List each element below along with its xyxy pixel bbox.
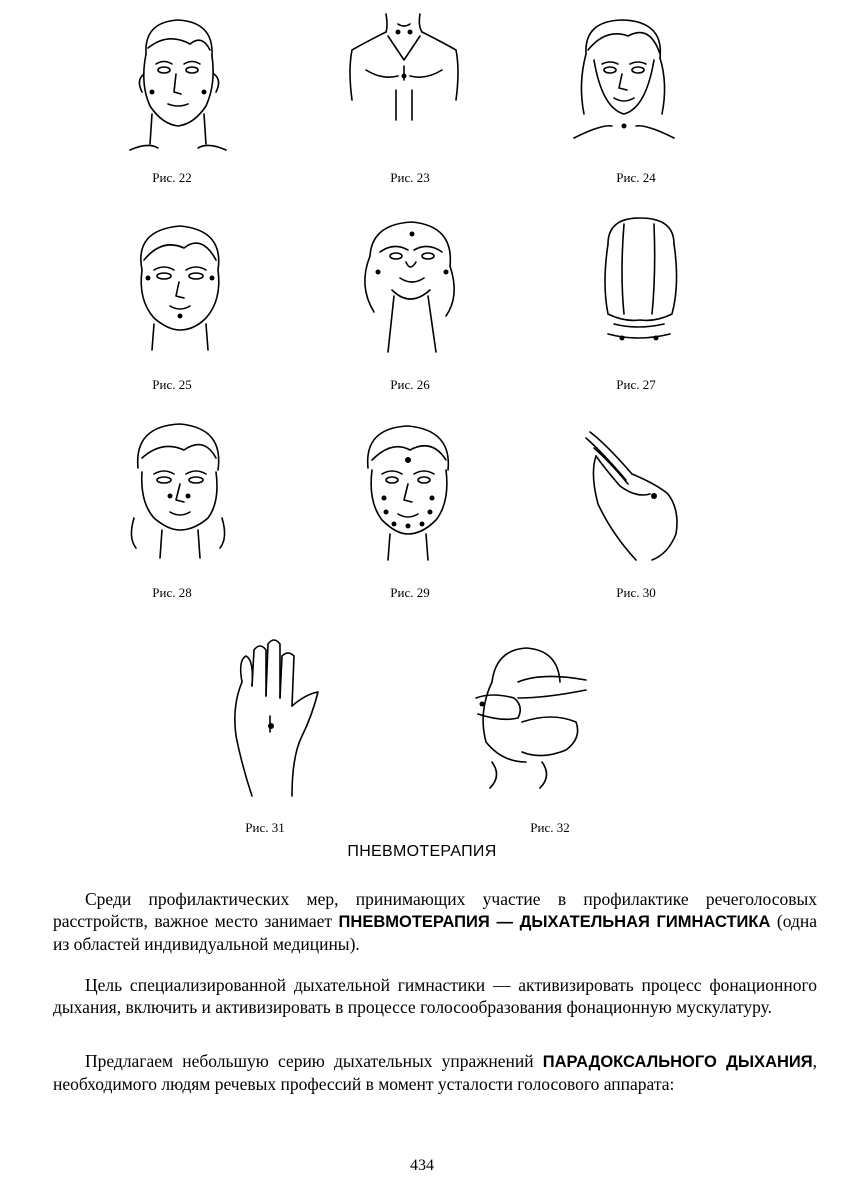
- figure-31-hand-palm: [222, 636, 324, 806]
- figure-25-face-front: [124, 220, 234, 358]
- figure-31-caption: Рис. 31: [245, 820, 285, 835]
- figure-27-caption: Рис. 27: [616, 377, 656, 392]
- figure-22-face-front: [128, 14, 228, 154]
- paragraph-2: [53, 974, 817, 1018]
- figure-26-face-tilted-back: [354, 216, 464, 356]
- figure-28-caption: Рис. 28: [152, 585, 192, 600]
- figure-30-hand-side: [576, 424, 686, 564]
- figure-27-head-back: [594, 214, 686, 350]
- figure-32-caption: Рис. 32: [530, 820, 570, 835]
- paragraph-3: [53, 1050, 817, 1095]
- paragraph-2-text: Цель специализированной дыхательной гимнастики — активизировать процесс фонационного дыхания, включить и активизировать в процессе голосообразования фонационную мускулатуру.: [53, 975, 817, 1017]
- figure-25-caption: Рис. 25: [152, 377, 192, 392]
- figure-28-face-front: [124, 418, 234, 564]
- paragraph-3-text-start: Предлагаем небольшую серию дыхательных упражнений: [85, 1051, 543, 1071]
- figure-23-neck-chest: [346, 10, 462, 130]
- figure-29-face-points: [354, 420, 462, 564]
- paragraph-1: [53, 888, 817, 955]
- paragraph-3-bold-term: ПАРАДОКСАЛЬНОГО ДЫХАНИЯ: [542, 1053, 813, 1071]
- paragraph-3-text-end: , необходимого людям речевых профессий в момент усталости голосового аппарата:: [53, 1051, 817, 1094]
- figure-26-caption: Рис. 26: [390, 377, 430, 392]
- paragraph-1-text-end: (одна из областей индивидуальной медицины).: [53, 911, 817, 954]
- figure-24-face-front: [572, 14, 676, 144]
- figure-22-caption: Рис. 22: [152, 170, 192, 185]
- figure-30-caption: Рис. 30: [616, 585, 656, 600]
- paragraph-1-text-start: Среди профилактических мер, принимающих участие в профилактике речеголосовых расстройств, важное место занимает: [53, 889, 817, 931]
- page-number: 434: [410, 1157, 434, 1174]
- figure-29-caption: Рис. 29: [390, 585, 430, 600]
- figure-23-caption: Рис. 23: [390, 170, 430, 185]
- paragraph-1-bold-term: ПНЕВМОТЕРАПИЯ — ДЫХАТЕЛЬНАЯ ГИМНАСТИКА: [338, 913, 771, 931]
- figure-32-head-with-hands: [462, 642, 590, 790]
- figure-24-caption: Рис. 24: [616, 170, 656, 185]
- section-title: ПНЕВМОТЕРАПИЯ: [347, 843, 497, 860]
